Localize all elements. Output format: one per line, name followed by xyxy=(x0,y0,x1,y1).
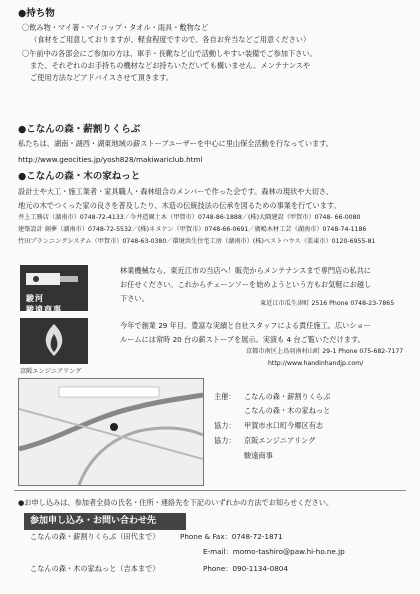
belongings-note: ご使用方法などアドバイスさせて頂きます。 xyxy=(30,73,173,82)
sponsor-text: ルームには常時 20 台の薪ストーブを展示。実演も 4 台ご覧いただけます。 xyxy=(120,335,365,344)
sponsor-url[interactable]: http://www.handinhandjp.com/ xyxy=(268,360,364,367)
club-heading: ●こなんの森・薪割りくらぶ xyxy=(18,124,141,135)
map-graphic xyxy=(19,379,203,485)
belongings-item: 〇午前中の各部会にご参加の方は、軍手・長靴など山で活動しやすい装備でご参加下さい。 xyxy=(22,49,317,58)
club-description: 私たちは、湖南・湖西・湖東地域の薪ストーブユーザーを中心に里山保全活動を行なっています。 xyxy=(18,139,333,148)
contact-email[interactable]: E-mail：momo-tashiro@paw.hi-ho.ne.jp xyxy=(203,547,345,556)
network-description: 設計士や大工・施工業者・家具職人・森林組合のメンバーで作った会です。森林の現状や大切さ、 xyxy=(18,187,333,196)
host-name: こなんの森・薪割りくらぶ xyxy=(244,392,331,401)
host-name: こなんの森・木の家ねっと xyxy=(244,406,331,415)
contact-bar: 参加申し込み・お問い合わせ先 xyxy=(24,513,186,530)
contact-name: こなんの森・木の家ねっと（吉本まで） xyxy=(30,564,160,573)
sponsor-address: 東近江市瓜生津町 2516 Phone 0748-23-7865 xyxy=(260,300,395,307)
section-divider xyxy=(14,490,406,491)
sponsor-caption: 京阪エンジニアリング xyxy=(20,368,82,375)
sponsor-text: 今年で創業 29 年目。豊富な実績と自社スタッフによる責任施工。広いショー xyxy=(120,321,371,330)
club-url[interactable]: http://www.geocities.jp/yosh828/makiwariclub.html xyxy=(18,155,203,164)
sponsor-address: 京都市南区上鳥羽南村山町 29-1 Phone 075-682-7177 xyxy=(246,348,404,355)
sponsor-logo-text: 駿河 駿遠商事 xyxy=(26,294,62,314)
host-label: 主催： xyxy=(214,392,236,401)
network-heading: ●こなんの森・木の家ねっと xyxy=(18,171,141,182)
belongings-note: （食材をご用意しておりますが、軽食程度ですので、各自お弁当などご用意ください） xyxy=(30,35,311,44)
cooperation-name: 駿遠商事 xyxy=(244,451,273,460)
member-list-row: 建築設計 創夢（湖南市）0748-72-5532／(株)ネヌケン（甲賀市）0748-66-0691／廣嶋木材工芸（湖南市）0748-74-1186 xyxy=(18,226,367,233)
map xyxy=(18,378,204,486)
flame-icon xyxy=(20,318,88,364)
sponsor-text: 下さい。 xyxy=(120,294,149,303)
network-description: 地元の木でつくった家の良さを普及したり、木造の伝統技法の伝承を図るための事業を行ています。 xyxy=(18,201,341,210)
cooperation-name: 甲賀市水口町今郷区有志 xyxy=(244,421,324,430)
sponsor-text: 林業機械なら、東近江市の当店へ！販売からメンテナンスまで専門店の私共に xyxy=(120,266,371,275)
belongings-item: 〇飲み物・マイ箸・マイコップ・タオル・雨具・敷物など xyxy=(22,23,209,32)
member-list-row: 竹田プランニングシステム（甲賀市）0748-63-0380／環境共生住宅工房（湖南市）(株)ベストハウス（栗東市）0120-6955-81 xyxy=(18,238,376,245)
contact-phone[interactable]: Phone：090-1134-0804 xyxy=(203,564,288,573)
member-list-row: 井上工務店（湖南市）0748-72-4133／今井造園土木（甲賀市）0748-86-1888／(株)大隅建設（甲賀市）0748- 66-0080 xyxy=(18,214,361,221)
sponsor-logo xyxy=(20,318,88,364)
cooperation-label: 協力： xyxy=(214,436,236,445)
application-note: ●お申し込みは、参加者全員の氏名・住所・連絡先を下記のいずれかの方法でお知らせください。 xyxy=(18,498,334,507)
cooperation-name: 京阪エンジニアリング xyxy=(244,436,316,445)
sponsor-logo xyxy=(20,265,88,314)
contact-phone[interactable]: Phone & Fax：0748-72-1871 xyxy=(180,532,283,541)
belongings-heading: ●持ち物 xyxy=(18,8,55,19)
sponsor-text: お任せください。これからチェーンソーを始めようという方もお気軽にお越し xyxy=(120,280,372,289)
contact-name: こなんの森・薪割りくらぶ（田代まで） xyxy=(30,532,160,541)
belongings-note: また、それぞれのお手持ちの機材などお持ちいただいても構いません。メンテナンスや xyxy=(30,61,311,70)
cooperation-label: 協力： xyxy=(214,421,236,430)
